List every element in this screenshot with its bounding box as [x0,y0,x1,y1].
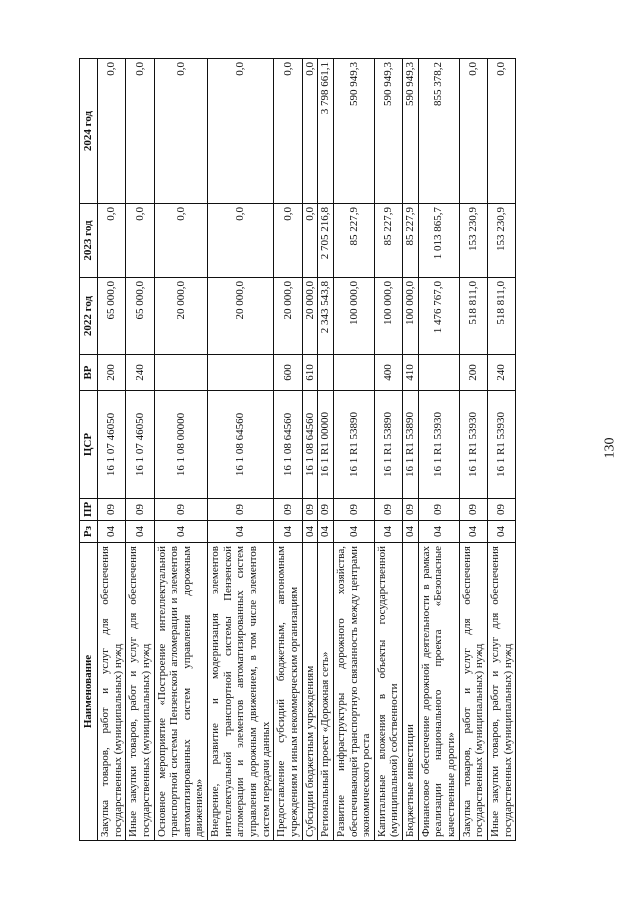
row-2024-cell: 0,0 [208,59,274,204]
row-vr-cell [154,355,208,391]
header-2022: 2022 год [80,278,98,355]
table-body [98,59,516,841]
row-vr-cell: 400 [374,355,402,391]
row-2022-cell: 20 000,0 [274,278,302,355]
row-name-cell: Финансовое обеспечение дорожной деятельности в рамках реализации национального проекта «Безопасные качественные дороги» [418,543,459,841]
header-vr: ВР [80,355,98,391]
header-2023: 2023 год [80,204,98,278]
row-2023-cell: 85 227,9 [333,204,374,278]
row-name-cell: Закупка товаров, работ и услуг для обеспечения государственных (муниципальных) нужд [98,543,126,841]
row-csr-cell: 16 1 R1 53890 [374,391,402,499]
row-2024-cell: 0,0 [487,59,515,204]
row-2024-cell: 0,0 [459,59,487,204]
row-2022-cell: 20 000,0 [302,278,318,355]
row-2024-cell: 3 798 661,1 [318,59,334,204]
row-2024-cell: 0,0 [302,59,318,204]
row-2023-cell: 153 230,9 [459,204,487,278]
row-vr-cell [418,355,459,391]
row-vr-cell: 200 [98,355,126,391]
row-csr-cell: 16 1 07 46050 [98,391,126,499]
row-2023-cell: 2 705 216,8 [318,204,334,278]
row-csr-cell: 16 1 R1 53930 [418,391,459,499]
row-pr-cell: 09 [154,499,208,521]
row-rz-cell: 04 [374,521,402,543]
row-name-cell: Бюджетные инвестиции [403,543,419,841]
row-2022-cell: 100 000,0 [374,278,402,355]
row-name-cell: Предоставление субсидий бюджетным, автономным учреждениям и иным некоммерческим организациям [274,543,302,841]
row-rz-cell: 04 [418,521,459,543]
row-2022-cell: 20 000,0 [154,278,208,355]
row-name-cell: Основное мероприятие «Построение интеллектуальной транспортной системы Пензенской агломерации и элементов автоматизированных систем управления дорожным движением» [154,543,208,841]
row-name-cell: Внедрение, развитие и модернизация элементов интеллектуальной транспортной системы Пензенской агломерации и элементов автоматизированных систем управления дорожным движением, в том числе элементов систем передачи данных [208,543,274,841]
table-header-row [80,59,98,841]
row-name-cell: Иные закупки товаров, работ и услуг для обеспечения государственных (муниципальных) нужд [126,543,154,841]
row-name-cell: Развитие инфраструктуры дорожного хозяйства, обеспечивающей транспортную связанность между центрами экономического роста [333,543,374,841]
row-2023-cell: 0,0 [154,204,208,278]
row-csr-cell: 16 1 R1 53930 [487,391,515,499]
row-2023-cell: 0,0 [274,204,302,278]
row-2023-cell: 1 013 865,7 [418,204,459,278]
row-2023-cell: 153 230,9 [487,204,515,278]
table-row [208,59,274,841]
budget-table [79,58,516,841]
header-csr: ЦСР [80,391,98,499]
row-2023-cell: 85 227,9 [403,204,419,278]
row-2023-cell: 0,0 [302,204,318,278]
row-name-cell: Иные закупки товаров, работ и услуг для обеспечения государственных (муниципальных) нужд [487,543,515,841]
table-row [333,59,374,841]
row-csr-cell: 16 1 08 64560 [274,391,302,499]
row-vr-cell: 200 [459,355,487,391]
row-2024-cell: 590 949,3 [333,59,374,204]
row-vr-cell [318,355,334,391]
row-2022-cell: 518 811,0 [487,278,515,355]
row-pr-cell: 09 [98,499,126,521]
row-2023-cell: 0,0 [126,204,154,278]
row-name-cell: Региональный проект «Дорожная сеть» [318,543,334,841]
row-rz-cell: 04 [333,521,374,543]
row-2022-cell: 65 000,0 [98,278,126,355]
row-2024-cell: 0,0 [274,59,302,204]
header-name: Наименование [80,543,98,841]
table-row [274,59,302,841]
row-vr-cell: 240 [126,355,154,391]
header-rz: Рз [80,521,98,543]
row-pr-cell: 09 [302,499,318,521]
row-2024-cell: 590 949,3 [374,59,402,204]
row-vr-cell: 410 [403,355,419,391]
row-rz-cell: 04 [302,521,318,543]
table-row [403,59,419,841]
row-vr-cell: 600 [274,355,302,391]
row-2022-cell: 1 476 767,0 [418,278,459,355]
row-csr-cell: 16 1 07 46050 [126,391,154,499]
row-2023-cell: 0,0 [208,204,274,278]
rotated-table-container [79,59,569,841]
row-rz-cell: 04 [487,521,515,543]
row-vr-cell [208,355,274,391]
row-rz-cell: 04 [403,521,419,543]
row-pr-cell: 09 [318,499,334,521]
table-row [154,59,208,841]
row-csr-cell: 16 1 R1 53890 [333,391,374,499]
row-2022-cell: 2 343 543,8 [318,278,334,355]
row-2024-cell: 855 378,2 [418,59,459,204]
row-2024-cell: 0,0 [98,59,126,204]
row-2022-cell: 100 000,0 [403,278,419,355]
row-pr-cell: 09 [487,499,515,521]
table-row [302,59,318,841]
row-2023-cell: 0,0 [98,204,126,278]
page-number: 130 [602,437,618,459]
table-row [487,59,515,841]
row-pr-cell: 09 [274,499,302,521]
row-2022-cell: 518 811,0 [459,278,487,355]
row-rz-cell: 04 [126,521,154,543]
row-pr-cell: 09 [403,499,419,521]
row-2022-cell: 20 000,0 [208,278,274,355]
row-rz-cell: 04 [318,521,334,543]
row-2022-cell: 65 000,0 [126,278,154,355]
row-pr-cell: 09 [208,499,274,521]
row-pr-cell: 09 [459,499,487,521]
row-pr-cell: 09 [126,499,154,521]
row-pr-cell: 09 [374,499,402,521]
table-row [418,59,459,841]
table-row [374,59,402,841]
row-2024-cell: 590 949,3 [403,59,419,204]
row-rz-cell: 04 [459,521,487,543]
row-name-cell: Капитальные вложения в объекты государственной (муниципальной) собственности [374,543,402,841]
row-vr-cell [333,355,374,391]
row-pr-cell: 09 [333,499,374,521]
row-csr-cell: 16 1 08 00000 [154,391,208,499]
row-rz-cell: 04 [208,521,274,543]
row-name-cell: Субсидии бюджетным учреждениям [302,543,318,841]
row-vr-cell: 240 [487,355,515,391]
table-row [459,59,487,841]
row-vr-cell: 610 [302,355,318,391]
row-pr-cell: 09 [418,499,459,521]
row-2022-cell: 100 000,0 [333,278,374,355]
row-csr-cell: 16 1 R1 53890 [403,391,419,499]
table-row [126,59,154,841]
row-rz-cell: 04 [154,521,208,543]
row-csr-cell: 16 1 08 64560 [302,391,318,499]
row-2024-cell: 0,0 [154,59,208,204]
row-2023-cell: 85 227,9 [374,204,402,278]
header-pr: ПР [80,499,98,521]
row-name-cell: Закупка товаров, работ и услуг для обеспечения государственных (муниципальных) нужд [459,543,487,841]
row-csr-cell: 16 1 R1 53930 [459,391,487,499]
row-rz-cell: 04 [274,521,302,543]
row-csr-cell: 16 1 08 64560 [208,391,274,499]
row-2024-cell: 0,0 [126,59,154,204]
table-row [98,59,126,841]
row-csr-cell: 16 1 R1 00000 [318,391,334,499]
row-rz-cell: 04 [98,521,126,543]
table-row [318,59,334,841]
header-2024: 2024 год [80,59,98,204]
